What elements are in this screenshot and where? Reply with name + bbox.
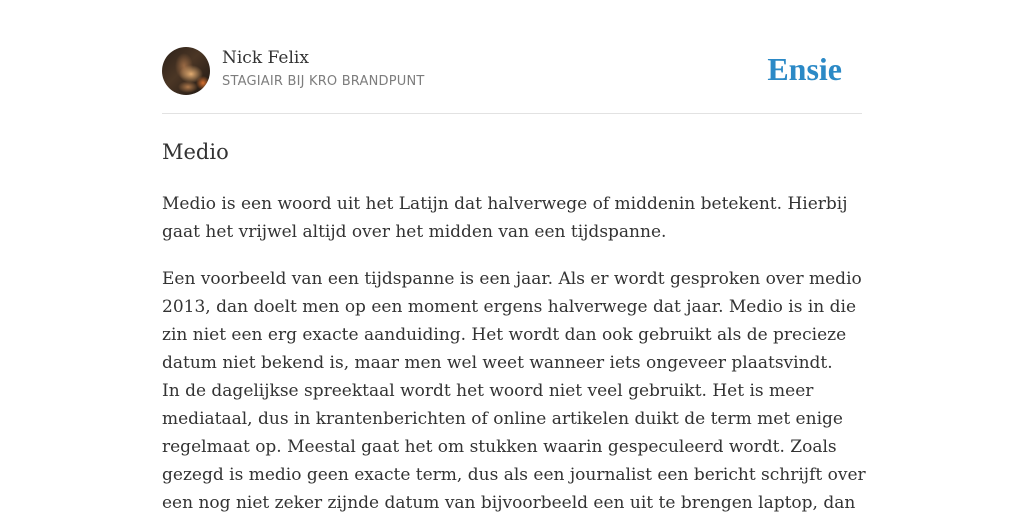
author-header xyxy=(162,47,862,95)
paragraph-text: In de dagelijkse spreektaal wordt het woord niet veel gebruikt. Het is meer mediataal, dus in krantenberichten of online artikelen duikt de term met enige regelmaat op. Meestal gaat het om stukken waarin gespeculeerd wordt. Zoals gezegd is medio geen exacte term, dus als een journalist een bericht schrijft over een nog niet zeker zijnde datum van bijvoorbeeld een uit te brengen laptop, dan xyxy=(162,381,866,512)
ensie-logo[interactable]: Ensie xyxy=(767,51,842,87)
author-avatar[interactable] xyxy=(162,47,210,95)
header-divider xyxy=(162,113,862,114)
paragraph-text: Medio is een woord uit het Latijn dat halverwege of middenin betekent. Hierbij gaat het vrijwel altijd over het midden van een tijdspanne. xyxy=(162,194,848,242)
article-paragraph xyxy=(162,265,866,512)
article-title: Medio xyxy=(162,140,229,164)
author-name[interactable]: Nick Felix xyxy=(222,48,309,68)
article-paragraph xyxy=(162,190,866,246)
content-column xyxy=(162,47,866,512)
author-job-title: STAGIAIR BIJ KRO BRANDPUNT xyxy=(222,74,425,89)
paragraph-text: Een voorbeeld van een tijdspanne is een jaar. Als er wordt gesproken over medio 2013, dan doelt men op een moment ergens halverwege dat jaar. Medio is in die zin niet een erg exacte aanduiding. Het wordt dan ook gebruikt als de precieze datum niet bekend is, maar men wel weet wanneer iets ongeveer plaatsvindt. xyxy=(162,269,862,373)
